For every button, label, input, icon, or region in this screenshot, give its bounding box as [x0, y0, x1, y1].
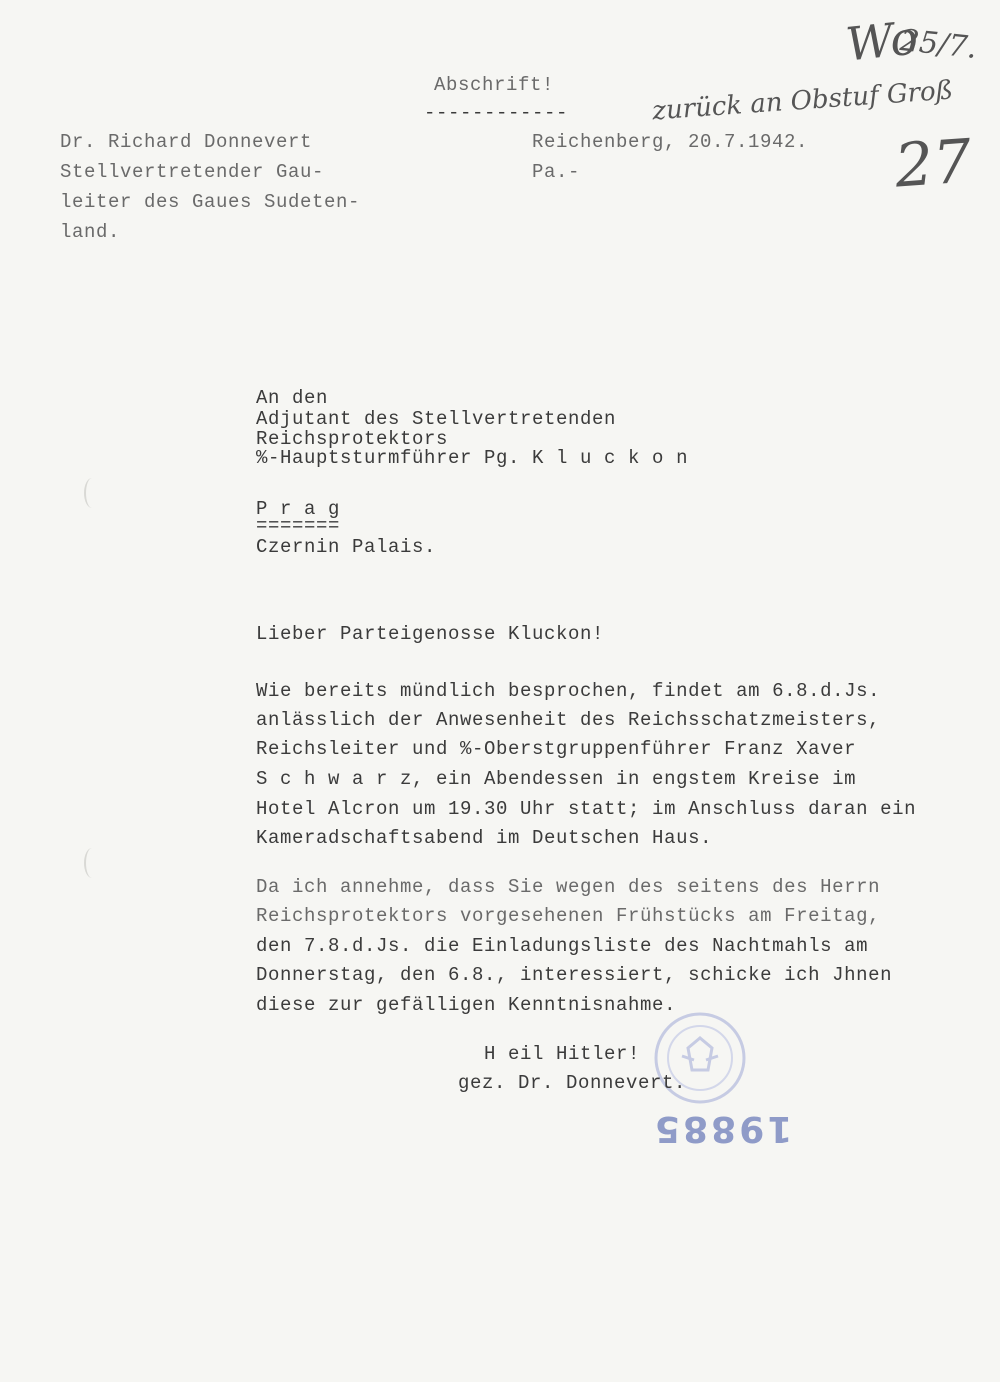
closing-greeting: H eil Hitler!	[484, 1043, 641, 1065]
body-p1-line-2: anlässlich der Anwesenheit des Reichsschatzmeisters,	[256, 709, 881, 731]
handwritten-initials: Wo	[843, 10, 921, 72]
body-p2-line-4: Donnerstag, den 6.8., interessiert, schicke ich Jhnen	[256, 964, 893, 986]
body-p1-line-5: Hotel Alcron um 19.30 Uhr statt; im Anschluss daran ein	[256, 798, 917, 820]
body-p2-line-3: den 7.8.d.Js. die Einladungsliste des Nachtmahls am	[256, 935, 869, 957]
handwritten-note: zurück an Obstuf Groß	[651, 75, 954, 127]
title-underline: ------------	[424, 102, 569, 124]
punch-hole-bottom	[84, 848, 100, 878]
archive-number-stamp: 19885	[652, 1108, 793, 1149]
salutation: Lieber Parteigenosse Kluckon!	[256, 623, 605, 645]
body-p1-line-1: Wie bereits mündlich besprochen, findet am 6.8.d.Js.	[256, 680, 881, 702]
recipient-city: P r a g	[256, 498, 341, 520]
body-p2-line-2: Reichsprotektors vorgesehenen Frühstücks am Freitag,	[256, 905, 881, 927]
body-p2-line-5: diese zur gefälligen Kenntnisnahme.	[256, 994, 677, 1016]
handwritten-number: 27	[892, 126, 974, 202]
recipient-line-2: Adjutant des Stellvertretenden	[256, 408, 617, 430]
closing-signature: gez. Dr. Donnevert.	[458, 1072, 687, 1094]
place-date: Reichenberg, 20.7.1942.	[532, 131, 809, 153]
sender-line-3: leiter des Gaues Sudeten-	[60, 191, 361, 213]
recipient-line-1: An den	[256, 387, 329, 409]
reference-mark: Pa.-	[532, 161, 581, 183]
handwritten-date: 25/7.	[898, 23, 979, 66]
sender-line-2: Stellvertretender Gau-	[60, 161, 325, 183]
sender-line-4: land.	[60, 221, 121, 243]
body-p1-line-4: S c h w a r z, ein Abendessen in engstem Kreise im	[256, 768, 857, 790]
recipient-line-3: Reichsprotektors	[256, 428, 449, 450]
body-p2-line-1: Da ich annehme, dass Sie wegen des seitens des Herrn	[256, 876, 881, 898]
sender-line-1: Dr. Richard Donnevert	[60, 131, 313, 153]
body-p1-line-6: Kameradschaftsabend im Deutschen Haus.	[256, 827, 713, 849]
document-title: Abschrift!	[434, 74, 555, 96]
recipient-address: Czernin Palais.	[256, 536, 437, 558]
recipient-city-underline: =======	[256, 515, 341, 537]
recipient-line-4: %-Hauptsturmführer Pg. K l u c k o n	[256, 447, 689, 469]
punch-hole-top	[84, 478, 100, 508]
body-p1-line-3: Reichsleiter und %-Oberstgruppenführer Franz Xaver	[256, 738, 857, 760]
